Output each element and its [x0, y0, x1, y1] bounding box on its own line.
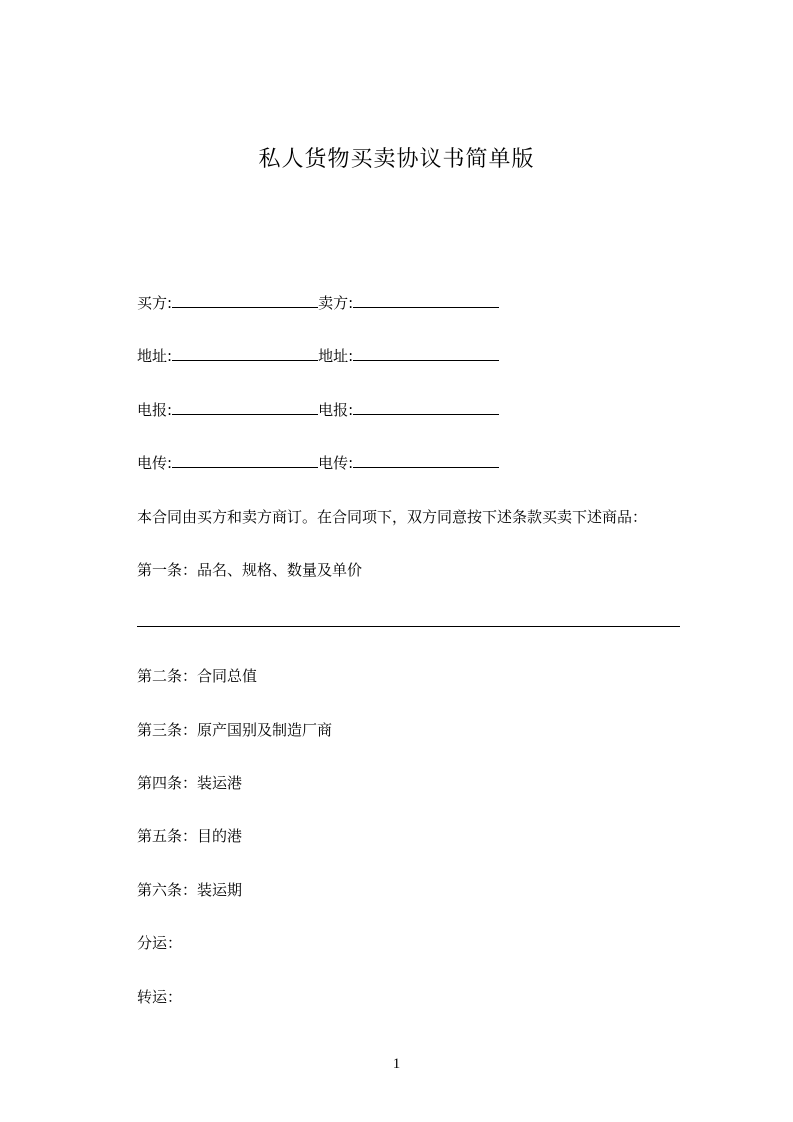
buyer-telegram-label: 电报:	[137, 401, 173, 419]
clause-6: 第六条：装运期	[137, 881, 243, 899]
clause-1-blank-line	[137, 626, 680, 627]
transshipment-label: 转运：	[137, 988, 183, 1006]
clause-3: 第三条：原产国别及制造厂商	[137, 721, 333, 739]
seller-telegram-label: 电报:	[318, 401, 354, 419]
seller-telex-label: 电传:	[318, 454, 354, 472]
buyer-seller-row	[137, 292, 499, 313]
seller-telegram-blank	[353, 400, 499, 415]
page-number: 1	[392, 1056, 401, 1072]
seller-address-label: 地址:	[318, 347, 354, 365]
seller-label: 卖方:	[318, 294, 354, 312]
telex-row	[137, 452, 499, 473]
buyer-blank	[172, 293, 318, 308]
buyer-telegram-blank	[172, 400, 318, 415]
buyer-label: 买方:	[137, 294, 173, 312]
telegram-row	[137, 399, 499, 420]
partial-shipment-label: 分运：	[137, 934, 183, 952]
buyer-address-blank	[172, 346, 318, 361]
address-row	[137, 345, 499, 366]
intro-paragraph: 本合同由买方和卖方商订。在合同项下，双方同意按下述条款买卖下述商品：	[137, 508, 648, 526]
buyer-address-label: 地址:	[137, 347, 173, 365]
buyer-telex-blank	[172, 453, 318, 468]
seller-address-blank	[353, 346, 499, 361]
clause-1: 第一条：品名、规格、数量及单价	[137, 561, 363, 579]
clause-4: 第四条：装运港	[137, 774, 243, 792]
document-title: 私人货物买卖协议书简单版	[258, 147, 535, 172]
clause-5: 第五条：目的港	[137, 827, 243, 845]
clause-2: 第二条：合同总值	[137, 667, 258, 685]
buyer-telex-label: 电传:	[137, 454, 173, 472]
seller-telex-blank	[353, 453, 499, 468]
seller-blank	[353, 293, 499, 308]
